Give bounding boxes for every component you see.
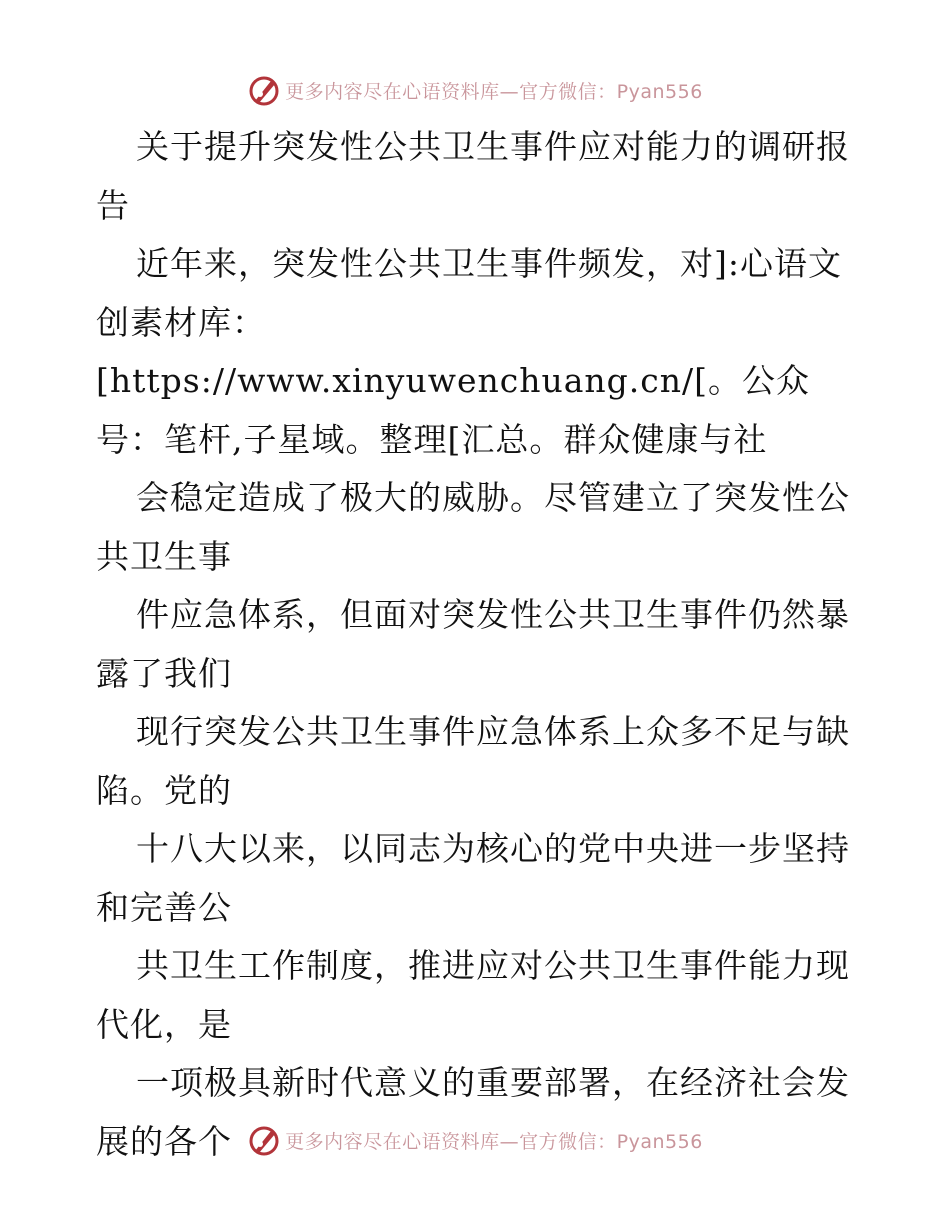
- document-title: 关于提升突发性公共卫生事件应对能力的调研报告: [96, 127, 850, 225]
- pen-circle-logo-icon: [247, 1123, 281, 1157]
- paragraph: 一项极具新时代意义的重要部署，在经济社会发展的各个: [96, 1063, 850, 1161]
- paragraph: 会稳定造成了极大的威胁。尽管建立了突发性公共卫生事: [96, 478, 850, 576]
- document-body: [96, 118, 856, 1171]
- paragraph: 共卫生工作制度，推进应对公共卫生事件能力现代化，是: [96, 946, 850, 1044]
- header-watermark-banner: [0, 70, 950, 110]
- paragraph: 件应急体系，但面对突发性公共卫生事件仍然暴露了我们: [96, 595, 850, 693]
- paragraph: 十八大以来，以同志为核心的党中央进一步坚持和完善公: [96, 829, 850, 927]
- footer-banner-text: 更多内容尽在心语资料库—官方微信：Pyan556: [285, 1130, 703, 1153]
- footer-watermark-banner: [0, 1120, 950, 1160]
- pen-circle-logo-icon: [247, 73, 281, 107]
- paragraph: 近年来，突发性公共卫生事件频发，对]:心语文创素材库：[https://www.xinyuwenchuang.cn/[。公众号：笔杆,子星域。整理[汇总。群众健康与社: [96, 244, 842, 459]
- paragraph: 现行突发公共卫生事件应急体系上众多不足与缺陷。党的: [96, 712, 850, 810]
- header-banner-text: 更多内容尽在心语资料库—官方微信：Pyan556: [285, 80, 703, 103]
